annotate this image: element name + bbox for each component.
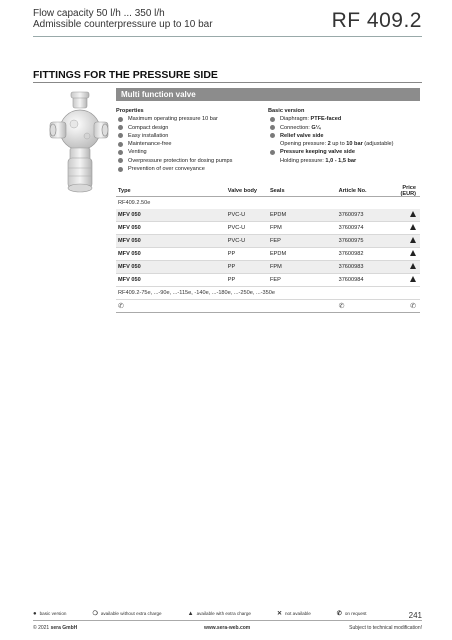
extra-charge-triangle-icon (410, 224, 416, 230)
phone-icon: ✆ (410, 303, 417, 311)
opening-pressure-text: Opening pressure: 2 up to 10 bar (adjustable) (280, 141, 394, 148)
table-row: MFV 050 PVC-U FPM 37600974 (116, 222, 420, 235)
copyright: © 2021 sera GmbH (33, 625, 78, 631)
variant-note: RF409.2-75e, ...-90e, ...-115e, -140e, ...-180e, ...-250e, ...-350e (116, 287, 420, 300)
section-title: FITTINGS FOR THE PRESSURE SIDE (33, 69, 218, 81)
relief-valve-heading: Relief valve side (268, 132, 420, 140)
triangle-icon: ▲ (187, 610, 194, 617)
section-divider (33, 82, 422, 83)
extra-charge-triangle-icon (410, 237, 416, 243)
header-code: RF 409.2 (331, 9, 422, 32)
legend-item-not-available: ✕ not available (276, 611, 311, 617)
bullet-dot-icon (270, 133, 275, 138)
table-group-label: RF409.2.50e (118, 200, 151, 207)
bullet-dot-icon (270, 150, 275, 155)
phone-icon: ✆ (336, 611, 342, 617)
extra-charge-triangle-icon (410, 250, 416, 256)
spec-columns (116, 107, 420, 173)
holding-pressure-text: Holding pressure: 1,0 - 1,5 bar (280, 157, 357, 164)
multi-function-valve-panel (116, 88, 420, 313)
diaphragm-item: Diaphragm: PTFE-faced (268, 115, 420, 123)
legend-item-no-extra-charge: ❍ available without extra charge (92, 611, 162, 617)
valve-product-image (46, 88, 112, 200)
panel-title: Multi function valve (116, 88, 420, 101)
header-text (33, 8, 213, 30)
table-header-row (116, 185, 420, 197)
property-item: Compact design (116, 124, 268, 132)
property-item: Venting (116, 148, 268, 156)
table-row: MFV 050 PP FPM 37600983 (116, 261, 420, 274)
cross-icon: ✕ (276, 611, 282, 617)
footer-divider (33, 620, 422, 621)
bullet-dot-icon (118, 150, 123, 155)
page-number: 241 (408, 611, 422, 620)
header-counterpressure: Admissible counterpressure up to 10 bar (33, 19, 213, 30)
legend-item-extra-charge: ▲ available with extra charge (187, 610, 251, 617)
on-request-row (116, 300, 420, 313)
article-table (116, 185, 420, 313)
column-header-seals: Seals (269, 187, 285, 194)
column-header-valve-body: Valve body (227, 187, 258, 194)
column-header-price: Price (EUR) (400, 184, 417, 197)
bullet-dot-icon (118, 167, 123, 172)
disclaimer: Subject to technical modification! (349, 625, 422, 631)
bullet-dot-icon (118, 117, 123, 122)
basic-version-column (268, 107, 420, 173)
open-circle-icon: ❍ (92, 611, 98, 617)
table-row: MFV 050 PVC-U FEP 37600975 (116, 235, 420, 248)
properties-column (116, 107, 268, 173)
property-item: Maintenance-free (116, 140, 268, 148)
property-item: Maximum operating pressure 10 bar (116, 115, 268, 123)
website-link[interactable]: www.sera-web.com (204, 625, 251, 631)
phone-icon: ✆ (338, 303, 345, 311)
phone-icon: ✆ (118, 303, 124, 311)
legend-item-basic: ● basic version (33, 610, 67, 617)
pressure-keeping-heading: Pressure keeping valve side (268, 148, 420, 156)
bullet-dot-icon (118, 125, 123, 130)
extra-charge-triangle-icon (410, 263, 416, 269)
extra-charge-triangle-icon (410, 276, 416, 282)
property-item: Prevention of over conveyance (116, 165, 268, 173)
properties-heading: Properties (116, 108, 144, 114)
table-row: MFV 050 PVC-U EPDM 37600973 (116, 209, 420, 222)
table-row: MFV 050 PP EPDM 37600982 (116, 248, 420, 261)
bullet-dot-icon (118, 158, 123, 163)
bullet-dot-icon (270, 125, 275, 130)
table-row: MFV 050 PP FEP 37600984 (116, 274, 420, 287)
column-header-type: Type (118, 187, 131, 194)
header-divider (33, 36, 422, 37)
bullet-dot-icon (118, 133, 123, 138)
filled-circle-icon: ● (33, 610, 37, 617)
extra-charge-triangle-icon (410, 211, 416, 217)
basic-version-heading: Basic version (268, 108, 305, 114)
column-header-article-no: Article No. (338, 187, 367, 194)
bullet-dot-icon (270, 117, 275, 122)
legend-item-on-request: ✆ on request (336, 611, 367, 617)
property-item: Overpressure protection for dosing pumps (116, 157, 268, 165)
bullet-dot-icon (118, 142, 123, 147)
property-item: Easy installation (116, 132, 268, 140)
legend (33, 610, 422, 617)
header-flow-capacity: Flow capacity 50 l/h ... 350 l/h (33, 8, 165, 19)
connection-item: Connection: G¼ (268, 124, 420, 132)
